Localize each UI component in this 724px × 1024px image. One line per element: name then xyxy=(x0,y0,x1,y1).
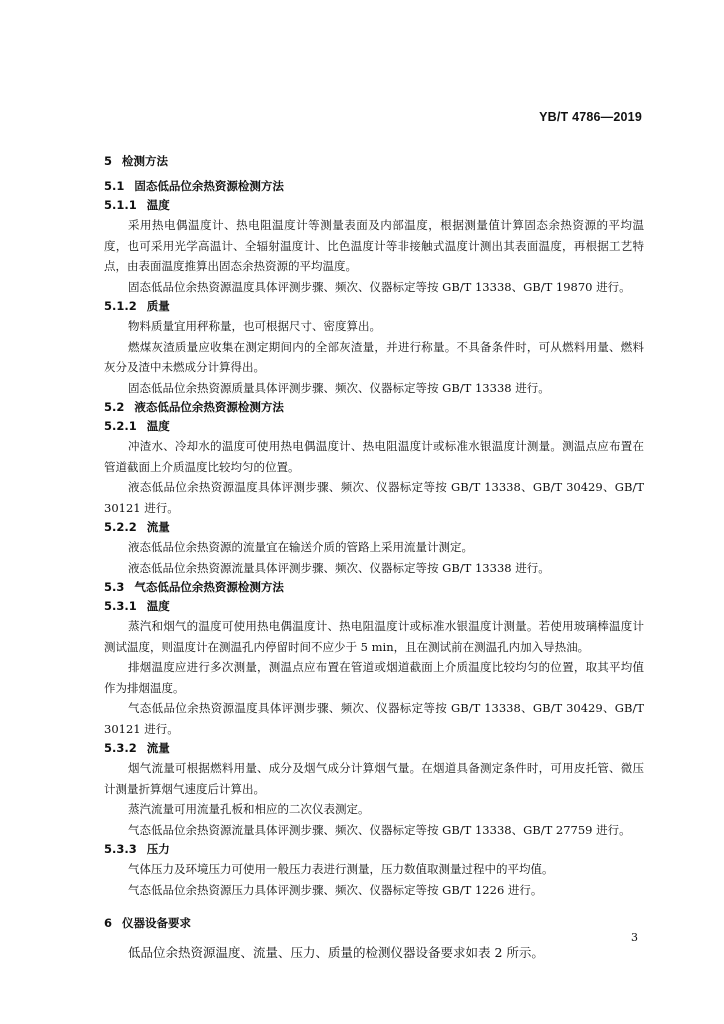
section-number: 6 xyxy=(104,916,113,930)
section-number: 5.3.1 xyxy=(104,599,137,613)
subsection-heading xyxy=(104,739,644,758)
paragraph: 烟气流量可根据燃料用量、成分及烟气成分计算烟气量。在烟道具备测定条件时，可用皮托管、微压计测量折算烟气速度后计算出。 xyxy=(104,761,644,796)
paragraph: 气态低品位余热资源温度具体评测步骤、频次、仪器标定等按 GB/T 13338、GB/T 30429、GB/T 30121 进行。 xyxy=(104,701,644,736)
subsection-heading xyxy=(104,840,644,859)
standard-code-header: YB/T 4786—2019 xyxy=(539,110,642,124)
section-heading xyxy=(104,152,644,171)
paragraph: 固态低品位余热资源质量具体评测步骤、频次、仪器标定等按 GB/T 13338 进行。 xyxy=(128,380,550,395)
section-title: 液态低品位余热资源检测方法 xyxy=(134,400,284,414)
section-heading xyxy=(104,914,644,933)
section-title: 温度 xyxy=(146,419,170,433)
subsection-heading xyxy=(104,196,644,215)
section-title: 气态低品位余热资源检测方法 xyxy=(134,580,284,594)
paragraph: 蒸汽流量可用流量孔板和相应的二次仪表测定。 xyxy=(128,802,370,816)
paragraph: 液态低品位余热资源的流量宜在输送介质的管路上采用流量计测定。 xyxy=(128,540,473,554)
paragraph: 排烟温度应进行多次测量，测温点应布置在管道或烟道截面上介质温度比较均匀的位置，取其平均值作为排烟温度。 xyxy=(104,660,644,695)
subsection-heading xyxy=(104,597,644,616)
paragraph: 气体压力及环境压力可使用一般压力表进行测量，压力数值取测量过程中的平均值。 xyxy=(128,862,554,876)
section-number: 5.1.2 xyxy=(104,299,137,313)
section-number: 5.1.1 xyxy=(104,198,137,212)
section-title: 压力 xyxy=(146,842,170,856)
section-heading xyxy=(104,398,644,417)
section-title: 检测方法 xyxy=(122,154,169,168)
paragraph: 物料质量宜用秤称量，也可根据尺寸、密度算出。 xyxy=(128,319,381,333)
subsection-heading xyxy=(104,297,644,316)
subsection-heading xyxy=(104,417,644,436)
section-number: 5.2 xyxy=(104,400,125,414)
section-number: 5.2.2 xyxy=(104,520,137,534)
section-heading xyxy=(104,578,644,597)
paragraph: 冲渣水、冷却水的温度可使用热电偶温度计、热电阻温度计或标准水银温度计测量。测温点应布置在管道截面上介质温度比较均匀的位置。 xyxy=(104,439,644,474)
section-heading xyxy=(104,177,644,196)
paragraph: 低品位余热资源温度、流量、压力、质量的检测仪器设备要求如表 2 所示。 xyxy=(128,945,544,960)
section-number: 5.3.3 xyxy=(104,842,137,856)
paragraph: 气态低品位余热资源压力具体评测步骤、频次、仪器标定等按 GB/T 1226 进行。 xyxy=(128,882,543,897)
section-title: 温度 xyxy=(146,198,170,212)
section-title: 仪器设备要求 xyxy=(122,916,192,930)
paragraph: 固态低品位余热资源温度具体评测步骤、频次、仪器标定等按 GB/T 13338、GB/T 19870 进行。 xyxy=(128,279,631,294)
paragraph: 采用热电偶温度计、热电阻温度计等测量表面及内部温度，根据测量值计算固态余热资源的平均温度，也可采用光学高温计、全辐射温度计、比色温度计等非接触式温度计测出其表面温度，再根据工艺特点，由表面温度推算出固态余热资源的平均温度。 xyxy=(104,218,644,273)
section-title: 流量 xyxy=(146,741,170,755)
paragraph: 燃煤灰渣质量应收集在测定期间内的全部灰渣量，并进行称量。不具备条件时，可从燃料用量、燃料灰分及渣中未燃成分计算得出。 xyxy=(104,339,644,374)
section-title: 流量 xyxy=(146,520,170,534)
section-number: 5.2.1 xyxy=(104,419,137,433)
section-number: 5 xyxy=(104,154,113,168)
paragraph: 液态低品位余热资源流量具体评测步骤、频次、仪器标定等按 GB/T 13338 进行。 xyxy=(128,560,550,575)
paragraph: 液态低品位余热资源温度具体评测步骤、频次、仪器标定等按 GB/T 13338、GB/T 30429、GB/T 30121 进行。 xyxy=(104,480,644,515)
section-number: 5.1 xyxy=(104,179,125,193)
section-title: 温度 xyxy=(146,599,170,613)
page-content xyxy=(104,150,644,964)
section-title: 固态低品位余热资源检测方法 xyxy=(134,179,284,193)
paragraph: 蒸汽和烟气的温度可使用热电偶温度计、热电阻温度计或标准水银温度计测量。若使用玻璃棒温度计测试温度，则温度计在测温孔内停留时间不应少于 5 min，且在测试前在测温孔内加入导热油。 xyxy=(104,619,644,654)
page-number: 3 xyxy=(631,931,638,944)
subsection-heading xyxy=(104,518,644,537)
section-number: 5.3.2 xyxy=(104,741,137,755)
paragraph: 气态低品位余热资源流量具体评测步骤、频次、仪器标定等按 GB/T 13338、GB/T 27759 进行。 xyxy=(128,822,631,837)
section-number: 5.3 xyxy=(104,580,125,594)
section-title: 质量 xyxy=(146,299,170,313)
